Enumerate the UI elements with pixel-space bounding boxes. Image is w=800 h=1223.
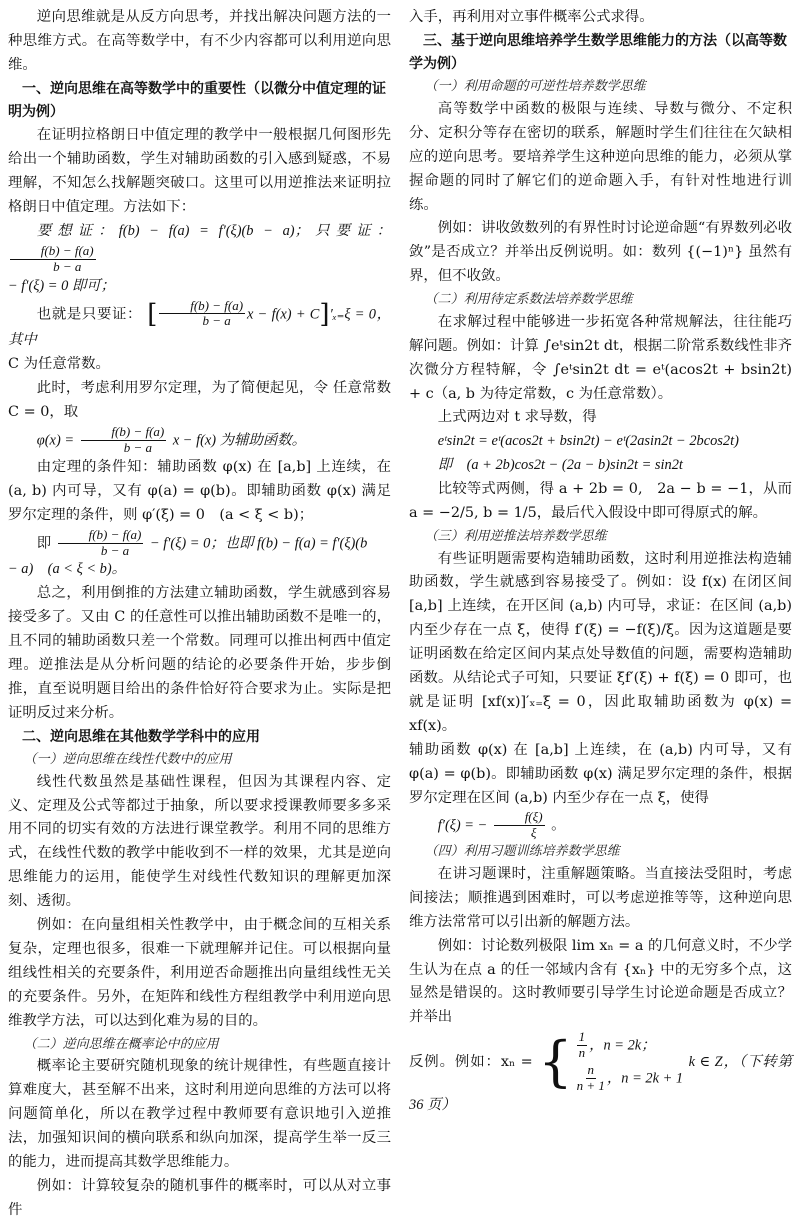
body-paragraph: 在证明拉格朗日中值定理的教学中一般根据几何图形先给出一个辅助函数，学生对辅助函数的引入感到疑惑，不易理解，不知怎么找解题突破口。这里可以用逆推法来证明拉格朗日中值定理。方法如下： bbox=[8, 127, 391, 215]
equation-line bbox=[8, 275, 391, 299]
body-paragraph: 由定理的条件知：辅助函数 φ(x) 在 [a,b] 上连续，在 (a, b) 内可导，又有 φ(a) = φ(b)。即辅助函数 φ(x) 满足罗尔定理的条件，则 φ′(ξ) = 0 (a < ξ < b)； bbox=[8, 458, 391, 523]
intro-paragraph: 逆向思维就是从反方向思考，并找出解决问题方法的一种思维方式。在高等数学中，有不少内容都可以利用逆向思维。 bbox=[8, 9, 391, 73]
fraction: $\frac{f(b) - f(a)}{b - a}$ bbox=[10, 244, 96, 275]
body-paragraph: 在求解过程中能够进一步拓宽各种常规解法，往往能巧解问题。例如：计算 ∫eᵗsin2t dt，根据二阶常系数线性非齐次微分方程特解，令 ∫eᵗsin2t dt = eᵗ(acos2t + bsin2t) + c（a, b 为待定常数，c 为任意常数）。 bbox=[409, 313, 792, 402]
body-paragraph: 辅助函数 φ(x) 在 [a,b] 上连续，在 (a,b) 内可导，又有 φ(a) = φ(b)。即辅助函数 φ(x) 满足罗尔定理的条件，根据罗尔定理在区间 (a,b) 内至少存在一点 ξ，使得 bbox=[409, 741, 792, 806]
subsection-heading: （三）利用逆推法培养数学思维 bbox=[424, 528, 607, 544]
equation-line: 即 $\frac{f(b) - f(a)}{b - a}$ − f′(ξ) = 0；也即 f(b) − f(a) = f′(ξ)(b bbox=[36, 526, 368, 558]
equation-line: 也就是只要证： [ $\frac{f(b) - f(a)}{b - a}$ x − f(x) + C]′ₓ₌ξ = 0，其中 bbox=[8, 297, 391, 349]
body-paragraph: 总之，利用倒推的方法建立辅助函数，学生就感到容易接受多了。又由 C 的任意性可以推出辅助函数不是唯一的，且不同的辅助函数只差一个常数。同理可以推出柯西中值定理。逆推法是从分析问题的结论的必要条件开始，步步倒推，直至说明题目给出的条件恰好符合要求为止。实际是把证明反过来分析。 bbox=[8, 585, 391, 721]
section-heading-3: 三、基于逆向思维培养学生数学思维能力的方法（以高等数学为例） bbox=[409, 32, 787, 73]
equation-line bbox=[8, 220, 391, 275]
right-column bbox=[409, 6, 792, 1114]
equation-text: 要想证：f(b) − f(a) = f′(ξ)(b − a)；只要证： bbox=[36, 222, 391, 239]
body-paragraph: C 为任意常数。 bbox=[8, 356, 110, 373]
subsection-heading: （四）利用习题训练培养数学思维 bbox=[424, 844, 620, 860]
piecewise-definition: 反例。例如：xₙ = { $\frac{1}{n}$ ，n = 2k； $\frac{n}{n + 1}$ ，n = 2k + 1 k ∈ Z，（下转第 36 页） bbox=[409, 1029, 792, 1114]
piecewise-brace: { $\frac{1}{n}$ ，n = 2k； $\frac{n}{n + 1}$ ，n = 2k + 1 bbox=[538, 1029, 684, 1094]
section-heading-2: 二、逆向思维在其他数学学科中的应用 bbox=[22, 728, 260, 745]
left-column bbox=[8, 6, 391, 1218]
equation-text: 也就是只要证： bbox=[36, 305, 143, 322]
body-paragraph: 上式两边对 t 求导数，得 bbox=[437, 409, 597, 426]
equation-line: − a) (a < ξ < b)。 bbox=[8, 561, 127, 578]
body-paragraph: 此时，考虑利用罗尔定理，为了简便起见，令 任意常数 C = 0，取 bbox=[8, 380, 391, 421]
equation-line: 即 (a + 2b)cos2t − (2a − b)sin2t = sin2t bbox=[437, 457, 683, 474]
body-paragraph: 例如：计算较复杂的随机事件的概率时，可以从对立事件 bbox=[8, 1177, 391, 1218]
fraction: $\frac{f(b) - f(a)}{b - a}$ bbox=[81, 425, 167, 456]
body-paragraph: 例如：在向量组相关性教学中，由于概念间的互相关系复杂，定理也很多，很难一下就理解并记住。可以根据向量组线性相关的充要条件，利用逆否命题推出向量组线性无关的充要条件。另外，在矩阵和线性方程组教学中利用逆向思维教学方法，可以达到化难为易的目的。 bbox=[8, 917, 391, 1029]
fraction: $\frac{f(b) - f(a)}{b - a}$ bbox=[159, 299, 245, 330]
body-paragraph: 线性代数虽然是基础性课程，但因为其课程内容、定义、定理及公式等都过于抽象，所以要求授课教师要多多采用不同的切实有效的方法进行课堂教学。利用不同的思维方式，在线性代数的教学中能收到不一样的效果，尤其是逆向思维能力的运用，能使学生对线性代数知识的理解更加深刻、透彻。 bbox=[8, 773, 391, 910]
equation-line: eᵗsin2t = eᵗ(acos2t + bsin2t) − eᵗ(2asin2t − 2bcos2t) bbox=[437, 433, 739, 450]
equation-text: − f′(ξ) = 0 即可； bbox=[8, 277, 116, 294]
body-paragraph: 高等数学中函数的极限与连续、导数与微分、不定积分、定积分等存在密切的联系，解题时学生们往往在欠缺相应的逆向思考。要培养学生这种逆向思维的能力，必须从掌握命题的同时了解它们的逆命题入手，有针对性地进行训练。 bbox=[409, 100, 792, 213]
body-paragraph: 比较等式两侧，得 a + 2b = 0, 2a − b = −1，从而 a = −2/5, b = 1/5，最后代入假设中即可得原式的解。 bbox=[409, 481, 792, 522]
subsection-heading: （二）利用待定系数法培养数学思维 bbox=[424, 292, 633, 308]
continued-note: k ∈ Z，（下转第 36 页） bbox=[409, 1054, 792, 1114]
body-paragraph: 在讲习题课时，注重解题策略。当直接法受阻时，考虑间接法；顺推遇到困难时，可以考虑逆推等等，这种逆向思维方法常常可以引出新的解题方法。 bbox=[409, 865, 792, 930]
subsection-heading: （一）逆向思维在线性代数中的应用 bbox=[23, 752, 232, 768]
body-paragraph: 概率论主要研究随机现象的统计规律性，有些题直接计算难度大，甚至解不出来，这时利用逆向思维的方法可以将问题简单化，所以在教学过程中教师要有意识地引入逆推法，加强知识间的横向联系和纵向加深，提高学生举一反三的能力，进而提高其数学思维能力。 bbox=[8, 1058, 391, 1170]
subsection-heading: （二）逆向思维在概率论中的应用 bbox=[23, 1036, 219, 1052]
subsection-heading: （一）利用命题的可逆性培养数学思维 bbox=[424, 79, 646, 95]
body-paragraph: 有些证明题需要构造辅助函数，这时利用逆推法构造辅助函数，学生就感到容易接受了。例如：设 f(x) 在闭区间 [a,b] 上连续，在开区间 (a,b) 内可导，求证：在区间 (a,b) 内至少存在一点 ξ，使得 f′(ξ) = −f(ξ)/ξ。因为这道题是要证明函数在给定区间内某点处导数值的问题，需要构造辅助函数。从结论式子可知，只要证 ξf′(ξ) + f(ξ) = 0 即可，也就是证明 [xf(x)]′ₓ₌ξ = 0，因此取辅助函数为 φ(x) = xf(x)。 bbox=[409, 550, 792, 734]
equation-line: f′(ξ) = − $\frac{f(\xi)}{\xi}$ 。 bbox=[437, 809, 566, 841]
fraction: $\frac{f(\xi)}{\xi}$ bbox=[494, 810, 545, 841]
equation-line: φ(x) = $\frac{f(b) - f(a)}{b - a}$ x − f(x) 为辅助函数。 bbox=[36, 424, 307, 455]
section-heading-1: 一、逆向思维在高等数学中的重要性（以微分中值定理的证明为例） bbox=[8, 80, 386, 120]
body-paragraph: 入手，再利用对立事件概率公式求得。 bbox=[409, 9, 654, 25]
body-paragraph: 例如：讨论数列极限 lim xₙ = a 的几何意义时，不少学生认为在点 a 的任一邻域内含有 {xₙ} 中的无穷多个点，这显然是错误的。这时教师要引导学生讨论逆命题是否成立？并举出 bbox=[409, 937, 792, 1026]
body-paragraph: 例如：讲收敛数列的有界性时讨论逆命题“有界数列必收敛”是否成立？并举出反例说明。如：数列 {(−1)ⁿ} 虽然有界，但不收敛。 bbox=[409, 220, 792, 285]
fraction: $\frac{f(b) - f(a)}{b - a}$ bbox=[58, 528, 144, 559]
